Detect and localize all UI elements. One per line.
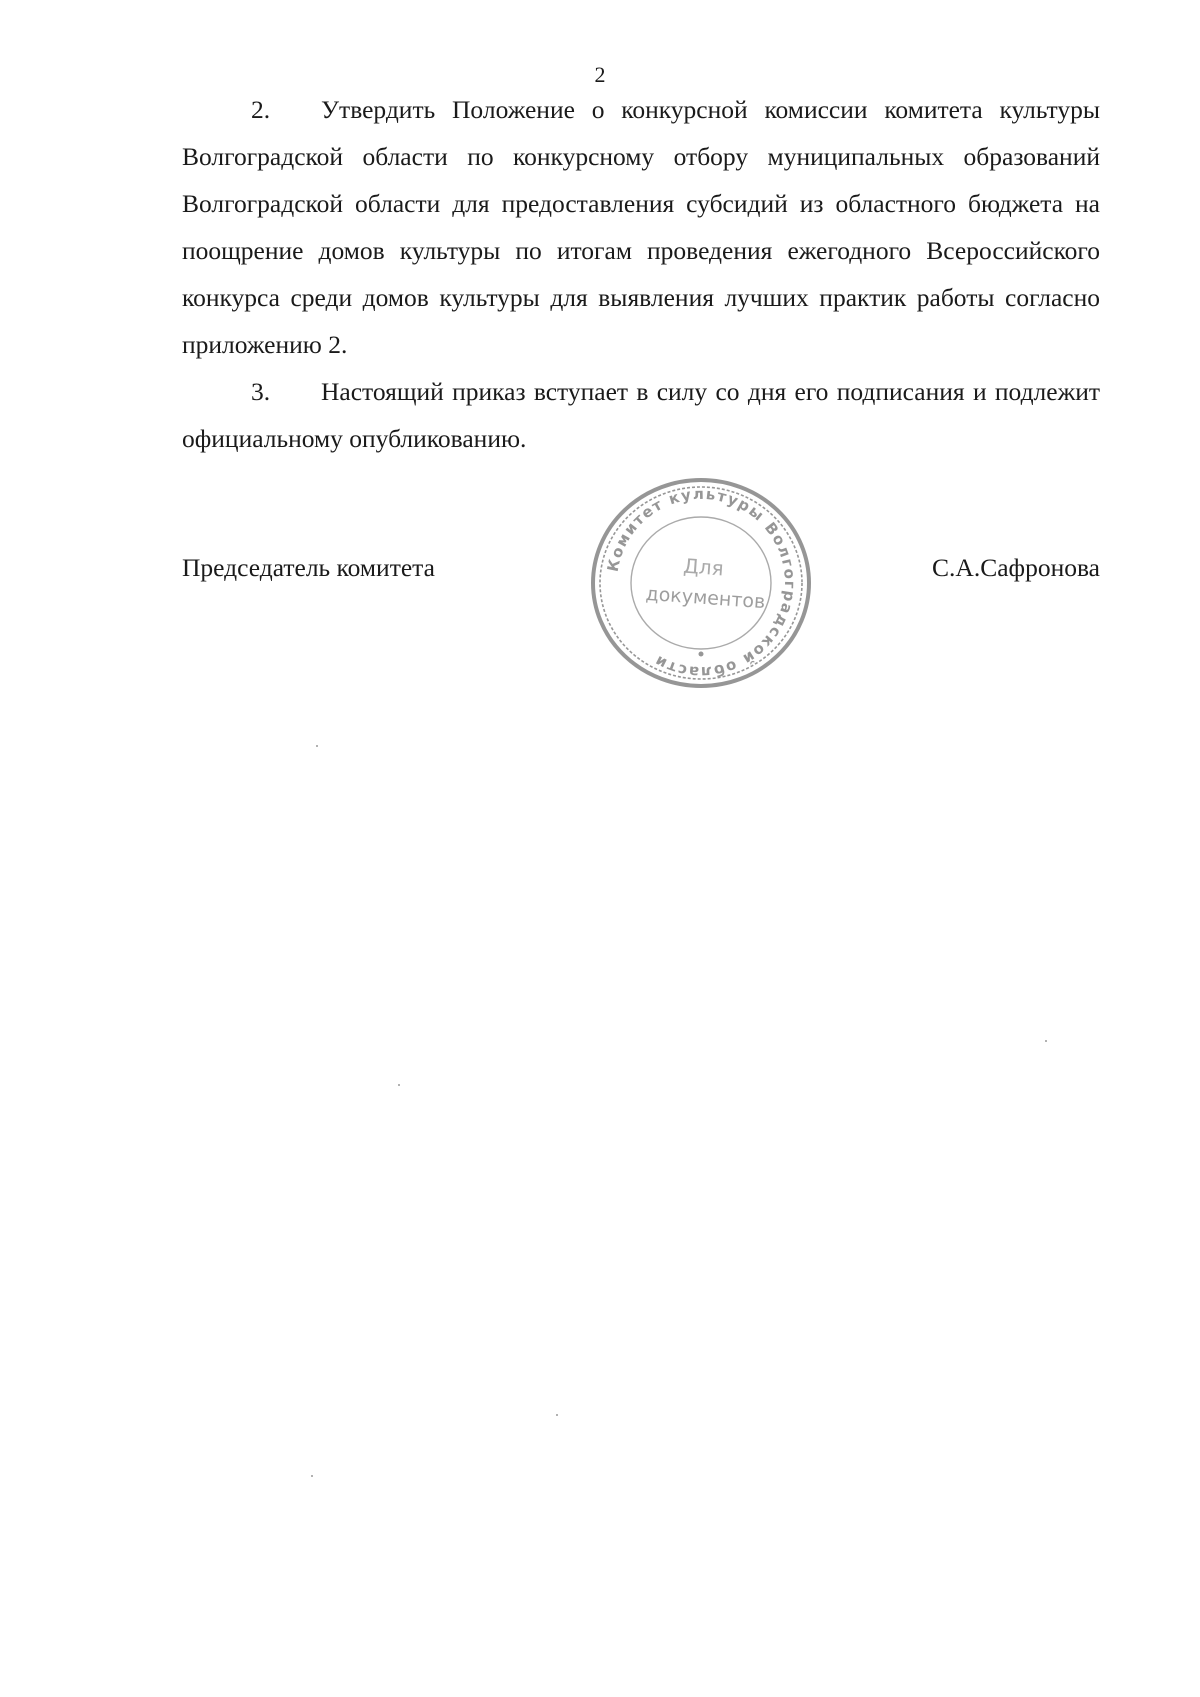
official-stamp-seal	[585, 472, 817, 694]
scan-speck	[556, 1414, 558, 1416]
stamp-ring-text: Комитет культуры Волгоградской области	[603, 484, 800, 682]
paragraph-number: 2.	[251, 95, 271, 124]
paragraph-number: 3.	[251, 377, 271, 406]
scan-speck	[1045, 1040, 1047, 1042]
document-body	[182, 86, 1100, 462]
stamp-center-bottom: документов	[644, 582, 766, 614]
paragraph-text: Настоящий приказ вступает в силу со дня его подписания и подлежит официальному опубликованию.	[182, 377, 1100, 453]
scan-speck	[311, 1475, 313, 1477]
paragraph-3	[182, 368, 1100, 462]
page-number: 2	[594, 62, 606, 87]
scan-speck	[398, 1084, 400, 1086]
stamp-center-top: Для	[682, 553, 725, 581]
signatory-name: С.А.Сафронова	[932, 553, 1100, 582]
paragraph-2	[182, 86, 1100, 368]
signatory-position: Председатель комитета	[182, 553, 435, 582]
paragraph-text: Утвердить Положение о конкурсной комиссии комитета культуры Волгоградской области по конкурсному отбору муниципальных образований Волгоградской области для предоставления субсидий из областного бюджета на поощрение домов культуры по итогам проведения ежегодного Всероссийского конкурса среди домов культуры для выявления лучших практик работы согласно приложению 2.	[182, 95, 1100, 359]
scan-speck	[316, 745, 318, 747]
